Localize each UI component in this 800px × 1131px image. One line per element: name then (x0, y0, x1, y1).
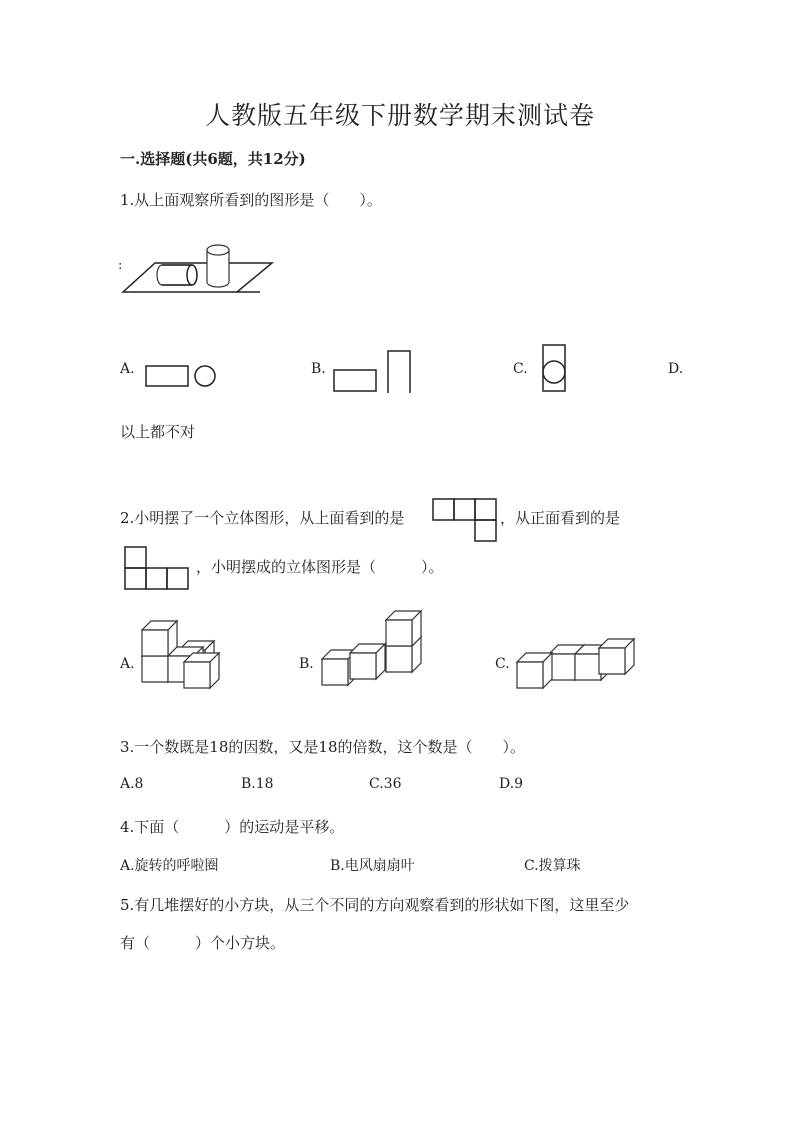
question-4-text: 4.下面（ ）的运动是平移。 (120, 818, 345, 836)
question-1-option-c[interactable]: C. (513, 361, 528, 377)
question-1-option-a[interactable]: A. (120, 361, 135, 377)
question-1-option-d-text: 以上都不对 (120, 423, 196, 441)
question-2-option-c[interactable]: C. (495, 656, 510, 672)
question-2-option-b-cubes (318, 613, 428, 691)
question-1-option-b-figure (332, 349, 412, 395)
question-2-text-b: ，从正面看到的是 (500, 509, 621, 527)
question-1-option-c-figure (540, 343, 570, 395)
question-2-option-c-cubes (513, 636, 623, 692)
question-1-option-d[interactable]: D. (668, 361, 684, 377)
cube-front-face (184, 662, 210, 688)
question-1-figure-mark: : (118, 258, 123, 273)
question-3-option-b[interactable]: B.18 (241, 776, 274, 792)
cube-front-face (142, 656, 168, 682)
cube-front-face (575, 654, 601, 680)
question-5-text-a: 5.有几堆摆好的小方块，从三个不同的方向观察看到的形状如下图，这里至少 (120, 896, 630, 914)
section-heading: 一.选择题(共6题，共12分) (120, 150, 306, 168)
question-3-option-c[interactable]: C.36 (369, 776, 402, 792)
cube-front-face (322, 659, 348, 685)
question-2-text-c: ，小明摆成的立体图形是（ ）。 (196, 558, 444, 576)
question-2-text-a: 2.小明摆了一个立体图形，从上面看到的是 (120, 509, 405, 527)
cube-front-face (517, 662, 543, 688)
page-title: 人教版五年级下册数学期末测试卷 (204, 101, 595, 130)
cube-front-face (386, 646, 412, 672)
cube-front-face (350, 653, 376, 679)
question-2-front-view-figure (123, 545, 193, 591)
cube-front-face (599, 648, 625, 674)
question-1-text: 1.从上面观察所看到的图形是（ ）。 (120, 191, 382, 209)
question-2-option-a[interactable]: A. (120, 656, 135, 672)
cube-front-face (549, 654, 575, 680)
cube-front-face (386, 620, 412, 646)
question-3-option-d[interactable]: D.9 (499, 776, 524, 792)
question-1-option-b[interactable]: B. (311, 361, 326, 377)
question-1-3d-figure (120, 242, 280, 298)
question-3-option-a[interactable]: A.8 (120, 776, 144, 792)
question-2-top-view-figure (431, 497, 499, 543)
cube-front-face (142, 630, 168, 656)
question-4-option-a[interactable]: A.旋转的呼啦圈 (120, 858, 219, 874)
question-1-option-a-figure (144, 363, 219, 389)
question-2-option-b[interactable]: B. (299, 656, 314, 672)
question-4-option-b[interactable]: B.电风扇扇叶 (330, 858, 415, 874)
question-2-option-a-cubes (138, 620, 228, 690)
question-4-option-c[interactable]: C.拨算珠 (524, 858, 581, 874)
question-5-text-b: 有（ ）个小方块。 (120, 934, 286, 952)
question-3-text: 3.一个数既是18的因数，又是18的倍数，这个数是（ ）。 (120, 738, 525, 756)
